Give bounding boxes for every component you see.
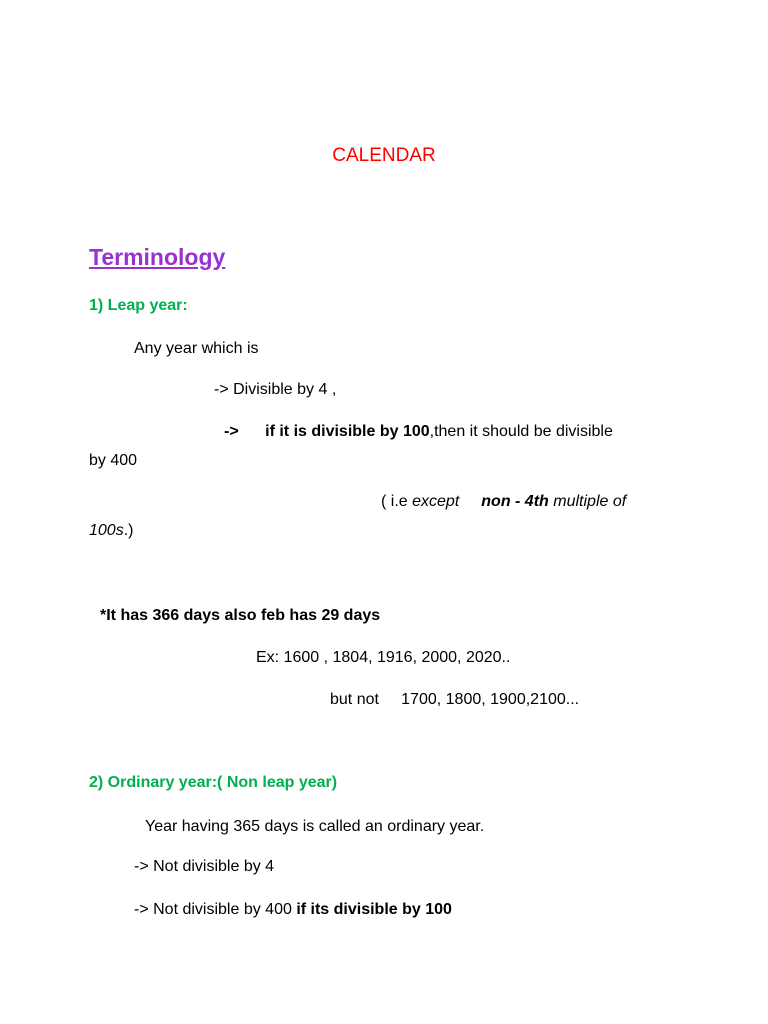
subheading-ordinary-year: 2) Ordinary year:( Non leap year) <box>89 774 338 791</box>
ordinary-rule-bold: if its divisible by 100 <box>296 901 452 918</box>
ordinary-rule-prefix: -> Not divisible by 400 <box>134 901 297 918</box>
leap-year-examples: Ex: 1600 , 1804, 1916, 2000, 2020.. <box>256 649 511 666</box>
section-heading-terminology: Terminology <box>89 244 226 270</box>
page-title: CALENDAR <box>332 145 436 166</box>
ordinary-year-description: Year having 365 days is called an ordinary year. <box>145 818 485 835</box>
subheading-leap-year: 1) Leap year: <box>89 297 188 314</box>
leap-rule-rest-text: ,then it should be divisible <box>429 423 613 440</box>
ie-cont-italic: 100s <box>89 522 124 539</box>
leap-ie-continuation <box>89 521 133 541</box>
ie-rest: multiple of <box>548 493 627 510</box>
ie-bold: non - 4th <box>481 493 549 510</box>
arrow-text: -> <box>224 423 239 440</box>
leap-year-intro: Any year which is <box>134 340 259 357</box>
leap-ie-note <box>381 492 626 512</box>
ie-except: except <box>412 493 460 510</box>
ie-cont-rest: .) <box>123 522 134 539</box>
ordinary-rule-not-divisible-by-400 <box>134 900 452 920</box>
leap-rule-divisible-by-100 <box>224 422 613 442</box>
ordinary-rule-not-divisible-by-4: -> Not divisible by 4 <box>134 858 275 875</box>
leap-rule-continuation: by 400 <box>89 452 138 469</box>
leap-year-note: *It has 366 days also feb has 29 days <box>100 607 381 624</box>
leap-year-counterexamples: but not 1700, 1800, 1900,2100... <box>330 691 580 708</box>
leap-rule-bold-text: if it is divisible by 100 <box>265 423 430 440</box>
ie-prefix: ( i.e <box>381 493 413 510</box>
leap-rule-divisible-by-4: -> Divisible by 4 , <box>214 381 337 398</box>
